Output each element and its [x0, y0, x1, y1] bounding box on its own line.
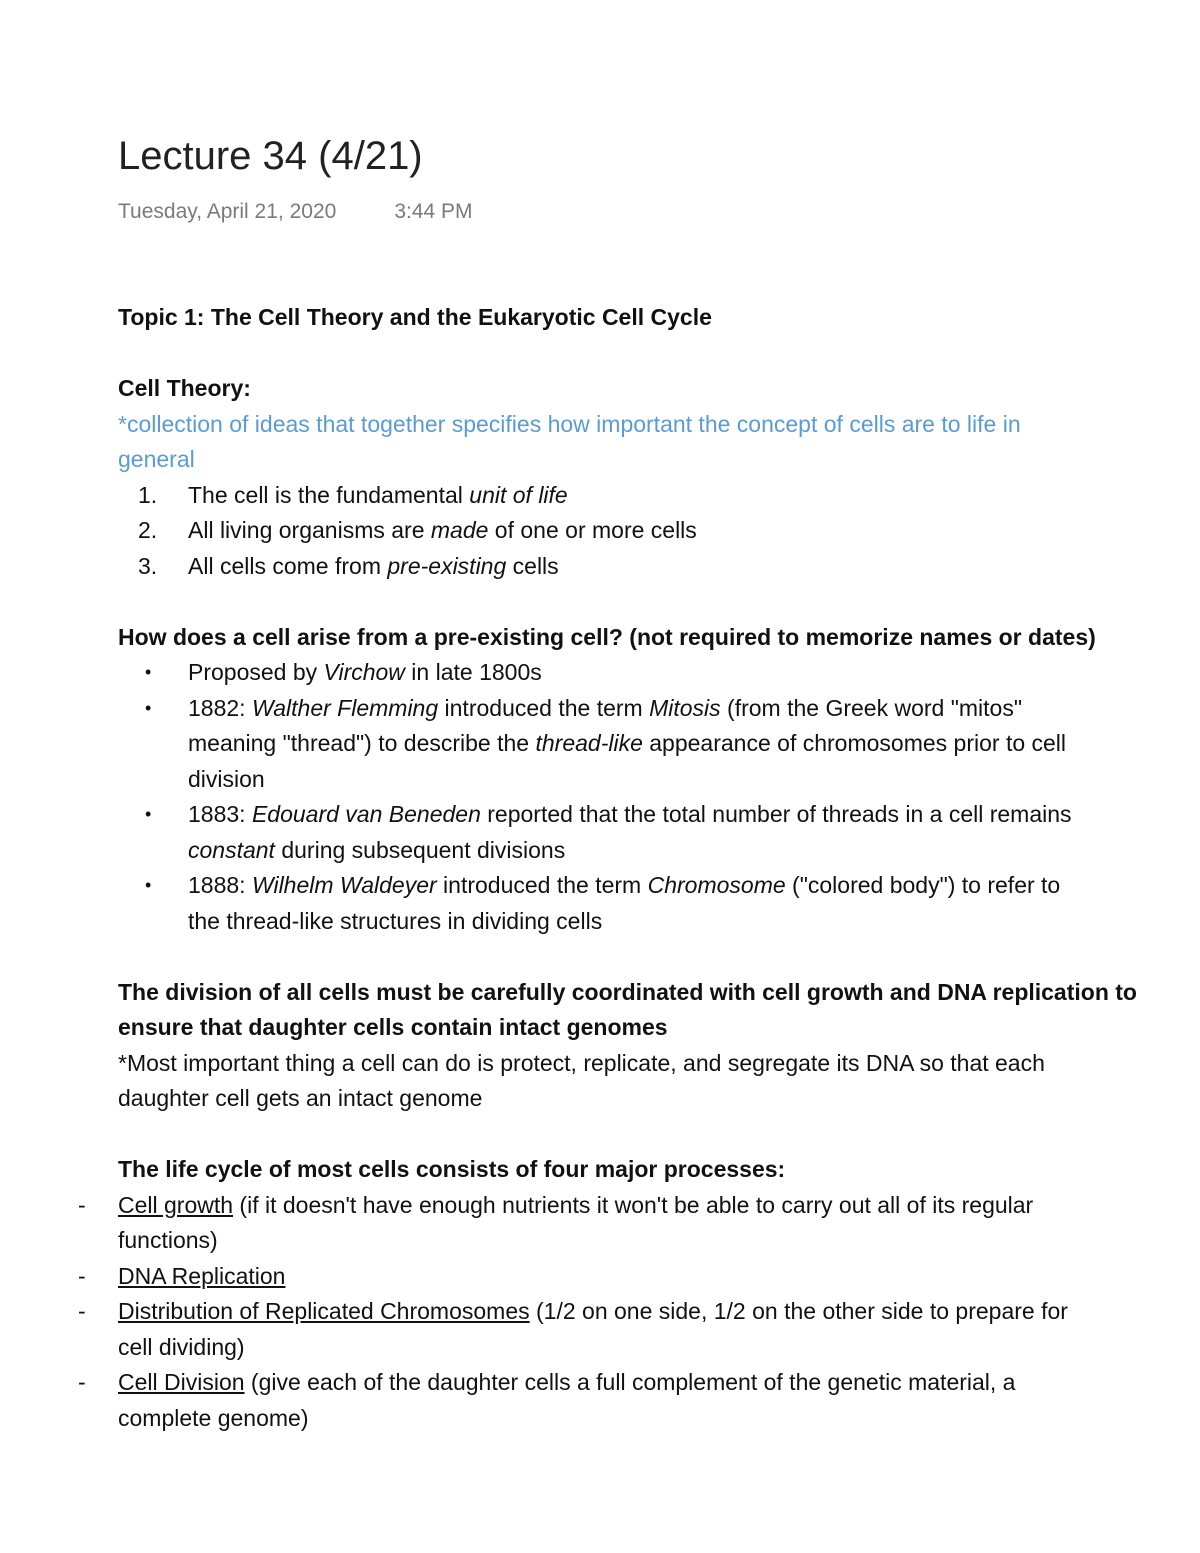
arise-item-4: [118, 868, 1200, 939]
page-meta: [118, 200, 473, 224]
lifecycle-item-2: [78, 1259, 1200, 1295]
item-text: in late 1800s: [404, 659, 542, 685]
cell-theory-list: [118, 478, 1200, 585]
lifecycle-item-1: [78, 1188, 1200, 1259]
bullet: •: [145, 804, 152, 824]
arise-heading: How does a cell arise from a pre-existing cell? (not required to memorize names or dates): [118, 623, 1096, 650]
item-underlined: Cell growth: [118, 1191, 234, 1218]
item-line: functions): [118, 1227, 218, 1253]
item-text: appearance of chromosomes prior to cell: [642, 730, 1067, 756]
item-line: [118, 1259, 1200, 1295]
item-emphasis: pre-existing: [387, 552, 507, 579]
cell-theory-note-line2: general: [118, 446, 195, 472]
arise-item-2: [118, 691, 1200, 798]
item-emphasis: Edouard van Beneden: [251, 801, 481, 827]
item-text: (give each of the daughter cells a full complement of the genetic material, a: [244, 1369, 1016, 1395]
item-text: during subsequent divisions: [274, 836, 566, 863]
lifecycle-heading: The life cycle of most cells consists of four major processes:: [118, 1156, 786, 1182]
cell-theory-item-3: [118, 549, 1200, 585]
item-text: ("colored body") to refer to: [785, 872, 1061, 898]
item-emphasis: unit of life: [469, 481, 568, 508]
item-text: (1/2 on one side, 1/2 on the other side to prepare for: [529, 1298, 1068, 1324]
list-number: 3.: [138, 552, 158, 579]
division-note-line2: daughter cell gets an intact genome: [118, 1085, 483, 1111]
cell-theory-note: [118, 407, 1200, 443]
item-text: of one or more cells: [488, 517, 697, 543]
item-line: complete genome): [118, 1404, 309, 1431]
item-text: 1883:: [188, 801, 252, 827]
item-line: [188, 797, 1200, 833]
item-text: cells: [506, 552, 559, 579]
page-date: Tuesday, April 21, 2020: [118, 200, 337, 223]
item-line: [188, 726, 1200, 762]
item-text: The cell is the fundamental: [188, 481, 470, 508]
item-line: [118, 1365, 1200, 1401]
item-line: [188, 691, 1200, 727]
page-time: 3:44 PM: [394, 200, 473, 223]
item-line: division: [188, 765, 265, 792]
lifecycle-item-4: [78, 1365, 1200, 1436]
division-heading-line2: ensure that daughter cells contain intact genomes: [118, 1014, 668, 1040]
cell-theory-item-2: [118, 513, 1200, 549]
item-emphasis: Walther Flemming: [251, 694, 439, 721]
cell-theory-heading: Cell Theory:: [118, 375, 251, 401]
item-text: reported that the total number of threads in a cell remains: [480, 801, 1072, 827]
item-text: 1888:: [188, 872, 252, 898]
dash-marker: -: [78, 1369, 86, 1395]
item-text: All cells come from: [188, 552, 388, 579]
dash-marker: -: [78, 1262, 86, 1289]
division-note-line1: *Most important thing a cell can do is protect, replicate, and segregate its DNA so that each: [118, 1049, 1045, 1076]
item-emphasis: made: [430, 517, 489, 543]
item-text: All living organisms are: [188, 517, 431, 543]
arise-item-3: [118, 797, 1200, 868]
cell-theory-note-line1: *collection of ideas that together specifies how important the concept of cells are to life in: [118, 410, 1021, 437]
item-text: introduced the term: [436, 872, 648, 898]
item-line: the thread-like structures in dividing cells: [188, 907, 603, 934]
item-text: Proposed by: [188, 659, 324, 685]
item-text: (from the Greek word "mitos": [720, 694, 1023, 721]
bullet: •: [145, 875, 152, 895]
cell-theory-note-cont: [118, 442, 1200, 478]
item-underlined: DNA Replication: [118, 1262, 286, 1289]
item-emphasis: Virchow: [323, 659, 405, 685]
cell-theory-item-1: [118, 478, 1200, 514]
item-emphasis: Chromosome: [647, 872, 786, 898]
list-number: 1.: [138, 481, 158, 508]
item-emphasis: thread-like: [535, 730, 643, 756]
item-underlined: Distribution of Replicated Chromosomes: [118, 1298, 530, 1324]
note-body: [78, 300, 1200, 1436]
topic-heading: Topic 1: The Cell Theory and the Eukaryotic Cell Cycle: [118, 304, 712, 330]
arise-item-1: [118, 655, 1200, 691]
list-number: 2.: [138, 517, 158, 543]
dash-marker: -: [78, 1191, 86, 1218]
bullet: •: [145, 697, 152, 718]
item-emphasis: constant: [188, 836, 275, 863]
division-heading-line1: The division of all cells must be carefully coordinated with cell growth and DNA replication to: [118, 978, 1137, 1005]
dash-marker: -: [78, 1298, 86, 1324]
lifecycle-list: [78, 1188, 1200, 1437]
item-line: [118, 1188, 1200, 1224]
page-title: Lecture 34 (4/21): [118, 134, 423, 178]
item-line: [118, 1294, 1200, 1330]
item-emphasis: Mitosis: [649, 694, 721, 721]
item-underlined: Cell Division: [118, 1369, 245, 1395]
bullet: •: [145, 662, 152, 682]
item-emphasis: Wilhelm Waldeyer: [251, 872, 437, 898]
item-text: (if it doesn't have enough nutrients it won't be able to carry out all of its regular: [233, 1191, 1034, 1218]
item-text: meaning "thread") to describe the: [188, 730, 536, 756]
item-text: 1882:: [188, 694, 252, 721]
lifecycle-item-3: [78, 1294, 1200, 1365]
item-line: [188, 868, 1200, 904]
item-line: cell dividing): [118, 1333, 245, 1360]
arise-list: [118, 655, 1200, 939]
item-text: introduced the term: [438, 694, 650, 721]
item-line: [188, 833, 1200, 869]
